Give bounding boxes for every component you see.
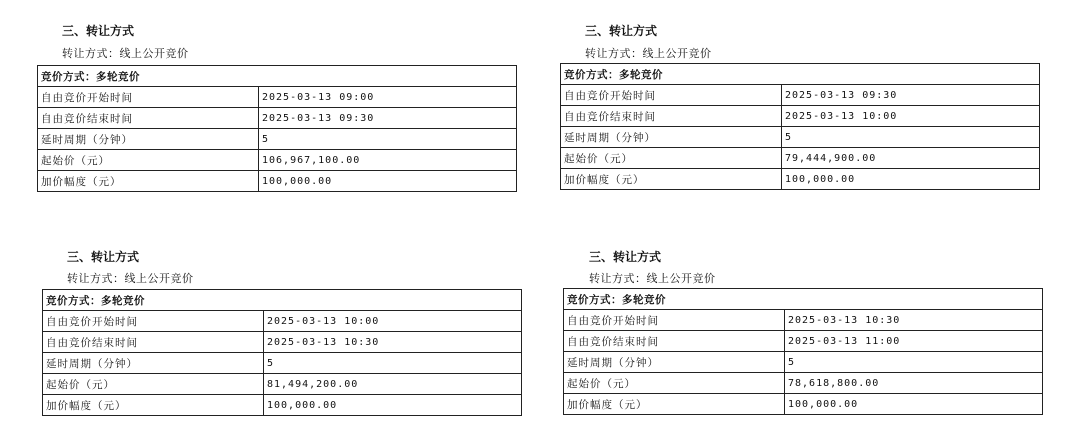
section-heading: 三、转让方式 [589,250,662,264]
row-value: 5 [785,352,1043,373]
row-label: 自由竞价开始时间 [43,311,264,332]
row-label: 自由竞价结束时间 [564,331,785,352]
auction-table [563,288,1043,415]
table-row [561,127,1040,148]
bid-type-cell: 竞价方式：多轮竞价 [43,290,522,311]
auction-table [42,289,522,416]
row-label: 起始价（元） [561,148,782,169]
auction-table [37,65,517,192]
table-row [43,353,522,374]
row-value: 100,000.00 [785,394,1043,415]
table-row [43,374,522,395]
table-row [561,169,1040,190]
row-label: 起始价（元） [38,150,259,171]
row-label: 延时周期（分钟） [43,353,264,374]
bid-type-cell: 竞价方式：多轮竞价 [564,289,1043,310]
table-header-row [561,64,1040,85]
bid-type-cell: 竞价方式：多轮竞价 [38,66,517,87]
transfer-method: 转让方式：线上公开竞价 [67,272,194,285]
row-value: 5 [264,353,522,374]
table-row [564,352,1043,373]
row-label: 加价幅度（元） [38,171,259,192]
row-value: 106,967,100.00 [259,150,517,171]
table-row [43,311,522,332]
row-label: 自由竞价开始时间 [38,87,259,108]
table-row [564,394,1043,415]
row-value: 81,494,200.00 [264,374,522,395]
table-row [561,85,1040,106]
section-heading: 三、转让方式 [585,24,658,38]
table-row [561,148,1040,169]
table-row [38,171,517,192]
table-header-row [43,290,522,311]
row-value: 2025-03-13 09:00 [259,87,517,108]
row-value: 2025-03-13 10:30 [785,310,1043,331]
row-label: 自由竞价结束时间 [38,108,259,129]
row-value: 100,000.00 [782,169,1040,190]
row-value: 5 [259,129,517,150]
row-label: 延时周期（分钟） [561,127,782,148]
row-label: 延时周期（分钟） [38,129,259,150]
row-value: 78,618,800.00 [785,373,1043,394]
table-row [561,106,1040,127]
transfer-method: 转让方式：线上公开竞价 [589,272,716,285]
bid-type-cell: 竞价方式：多轮竞价 [561,64,1040,85]
row-value: 2025-03-13 09:30 [259,108,517,129]
table-row [38,108,517,129]
section-heading: 三、转让方式 [67,250,140,264]
auction-table [560,63,1040,190]
table-row [564,373,1043,394]
row-value: 2025-03-13 09:30 [782,85,1040,106]
row-label: 自由竞价开始时间 [564,310,785,331]
row-value: 79,444,900.00 [782,148,1040,169]
row-label: 起始价（元） [564,373,785,394]
transfer-method: 转让方式：线上公开竞价 [585,47,712,60]
table-row [43,395,522,416]
table-row [564,310,1043,331]
table-row [38,87,517,108]
table-header-row [38,66,517,87]
row-value: 5 [782,127,1040,148]
row-value: 2025-03-13 10:30 [264,332,522,353]
row-label: 起始价（元） [43,374,264,395]
row-label: 延时周期（分钟） [564,352,785,373]
transfer-method: 转让方式：线上公开竞价 [62,47,189,60]
row-label: 加价幅度（元） [43,395,264,416]
row-value: 2025-03-13 10:00 [264,311,522,332]
table-row [564,331,1043,352]
row-label: 加价幅度（元） [561,169,782,190]
table-row [38,150,517,171]
row-label: 自由竞价开始时间 [561,85,782,106]
table-row [43,332,522,353]
row-value: 2025-03-13 11:00 [785,331,1043,352]
table-header-row [564,289,1043,310]
row-label: 自由竞价结束时间 [43,332,264,353]
row-value: 100,000.00 [259,171,517,192]
section-heading: 三、转让方式 [62,24,135,38]
table-row [38,129,517,150]
row-value: 100,000.00 [264,395,522,416]
row-label: 加价幅度（元） [564,394,785,415]
row-value: 2025-03-13 10:00 [782,106,1040,127]
row-label: 自由竞价结束时间 [561,106,782,127]
